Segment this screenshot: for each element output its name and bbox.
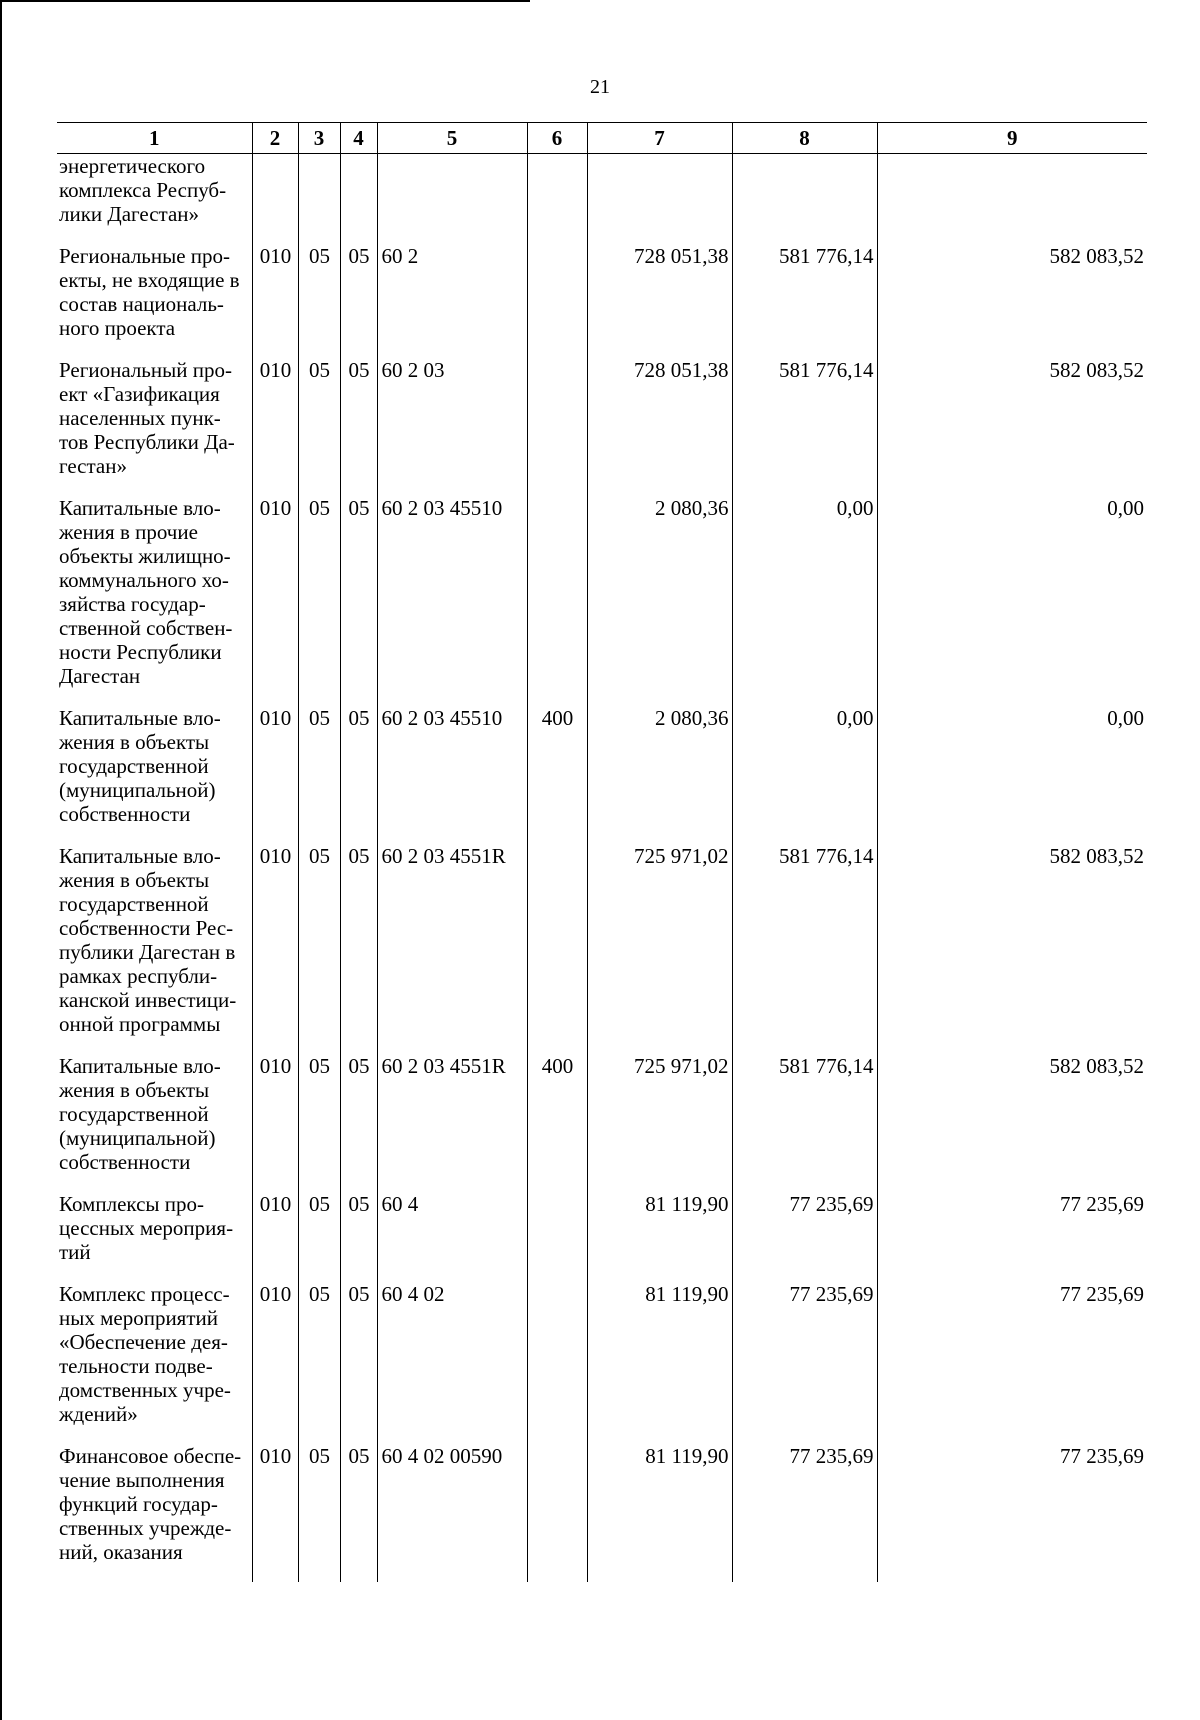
table-row: [57, 1282, 1147, 1444]
row-name: Капитальные вло- жения в объекты государственной (муниципальной) собственности: [57, 706, 252, 844]
column-header: 6: [527, 123, 587, 154]
cell-ministry-code: 010: [252, 496, 298, 706]
row-name: Региональный про- ект «Газификация населенных пунк- тов Республики Да- гестан»: [57, 358, 252, 496]
cell-subsection: [340, 154, 377, 245]
cell-target-article: 60 4 02 00590: [377, 1444, 527, 1582]
cell-expense-type: [527, 1192, 587, 1282]
cell-section: [298, 154, 340, 245]
cell-amount-year2: 77 235,69: [732, 1282, 877, 1444]
cell-amount-year2: 581 776,14: [732, 244, 877, 358]
column-header: 1: [57, 123, 252, 154]
cell-subsection: 05: [340, 706, 377, 844]
cell-target-article: [377, 154, 527, 245]
cell-ministry-code: 010: [252, 1282, 298, 1444]
cell-target-article: 60 4: [377, 1192, 527, 1282]
cell-ministry-code: [252, 154, 298, 245]
cell-amount-year3: 0,00: [877, 496, 1147, 706]
cell-amount-year2: 0,00: [732, 706, 877, 844]
cell-amount-year1: 81 119,90: [587, 1192, 732, 1282]
cell-amount-year3: 582 083,52: [877, 844, 1147, 1054]
cell-subsection: 05: [340, 1192, 377, 1282]
row-name: Комплекс процесс- ных мероприятий «Обеспечение дея- тельности подве- домственных учре- ждений»: [57, 1282, 252, 1444]
cell-amount-year3: 582 083,52: [877, 358, 1147, 496]
page-number: 21: [590, 76, 610, 98]
page-frame-left: [0, 0, 2, 1720]
cell-target-article: 60 2 03 4551R: [377, 844, 527, 1054]
cell-amount-year2: [732, 154, 877, 245]
cell-subsection: 05: [340, 1054, 377, 1192]
table-row: [57, 244, 1147, 358]
cell-expense-type: 400: [527, 706, 587, 844]
cell-ministry-code: 010: [252, 1192, 298, 1282]
table-header-row: [57, 123, 1147, 154]
cell-subsection: 05: [340, 1444, 377, 1582]
cell-amount-year2: 581 776,14: [732, 1054, 877, 1192]
column-header: 8: [732, 123, 877, 154]
cell-amount-year3: 77 235,69: [877, 1282, 1147, 1444]
cell-subsection: 05: [340, 1282, 377, 1444]
cell-amount-year2: 77 235,69: [732, 1192, 877, 1282]
table-row: [57, 706, 1147, 844]
cell-target-article: 60 4 02: [377, 1282, 527, 1444]
cell-expense-type: [527, 1282, 587, 1444]
cell-amount-year3: 77 235,69: [877, 1192, 1147, 1282]
column-header: 4: [340, 123, 377, 154]
cell-amount-year2: 0,00: [732, 496, 877, 706]
cell-amount-year2: 581 776,14: [732, 358, 877, 496]
cell-section: 05: [298, 844, 340, 1054]
cell-ministry-code: 010: [252, 1444, 298, 1582]
column-header: 5: [377, 123, 527, 154]
cell-section: 05: [298, 1192, 340, 1282]
cell-amount-year1: 728 051,38: [587, 358, 732, 496]
cell-section: 05: [298, 1444, 340, 1582]
cell-subsection: 05: [340, 496, 377, 706]
table-row: [57, 496, 1147, 706]
table-row: [57, 1054, 1147, 1192]
cell-amount-year3: 0,00: [877, 706, 1147, 844]
cell-amount-year3: 77 235,69: [877, 1444, 1147, 1582]
cell-section: 05: [298, 496, 340, 706]
cell-section: 05: [298, 1054, 340, 1192]
row-name: Капитальные вло- жения в объекты государственной собственности Рес- публики Дагестан в рамках республи- канской инвестици- онной программы: [57, 844, 252, 1054]
cell-subsection: 05: [340, 358, 377, 496]
row-name: Региональные про- екты, не входящие в состав националь- ного проекта: [57, 244, 252, 358]
cell-amount-year1: 81 119,90: [587, 1282, 732, 1444]
cell-expense-type: [527, 496, 587, 706]
table-row: [57, 1444, 1147, 1582]
cell-section: 05: [298, 1282, 340, 1444]
cell-target-article: 60 2: [377, 244, 527, 358]
cell-amount-year1: 2 080,36: [587, 706, 732, 844]
cell-ministry-code: 010: [252, 844, 298, 1054]
row-name: Финансовое обеспе- чение выполнения функций государ- ственных учрежде- ний, оказания: [57, 1444, 252, 1582]
cell-amount-year3: 582 083,52: [877, 1054, 1147, 1192]
page-frame-top: [0, 0, 530, 2]
table-row: [57, 1192, 1147, 1282]
column-header: 2: [252, 123, 298, 154]
row-name: энергетического комплекса Респуб- лики Дагестан»: [57, 154, 252, 245]
cell-amount-year3: 582 083,52: [877, 244, 1147, 358]
cell-ministry-code: 010: [252, 244, 298, 358]
cell-amount-year1: 725 971,02: [587, 1054, 732, 1192]
cell-amount-year1: 725 971,02: [587, 844, 732, 1054]
cell-expense-type: 400: [527, 1054, 587, 1192]
cell-section: 05: [298, 358, 340, 496]
cell-target-article: 60 2 03 45510: [377, 706, 527, 844]
column-header: 7: [587, 123, 732, 154]
cell-expense-type: [527, 244, 587, 358]
cell-amount-year3: [877, 154, 1147, 245]
cell-amount-year1: 81 119,90: [587, 1444, 732, 1582]
cell-target-article: 60 2 03 45510: [377, 496, 527, 706]
cell-ministry-code: 010: [252, 1054, 298, 1192]
cell-section: 05: [298, 244, 340, 358]
cell-expense-type: [527, 154, 587, 245]
cell-ministry-code: 010: [252, 706, 298, 844]
table-row: [57, 154, 1147, 245]
budget-table: [57, 122, 1147, 1582]
column-header: 9: [877, 123, 1147, 154]
column-header: 3: [298, 123, 340, 154]
cell-amount-year2: 77 235,69: [732, 1444, 877, 1582]
cell-section: 05: [298, 706, 340, 844]
row-name: Капитальные вло- жения в объекты государственной (муниципальной) собственности: [57, 1054, 252, 1192]
row-name: Комплексы про- цессных мероприя- тий: [57, 1192, 252, 1282]
table-row: [57, 844, 1147, 1054]
cell-target-article: 60 2 03: [377, 358, 527, 496]
cell-amount-year1: 2 080,36: [587, 496, 732, 706]
cell-amount-year2: 581 776,14: [732, 844, 877, 1054]
cell-expense-type: [527, 1444, 587, 1582]
table-row: [57, 358, 1147, 496]
cell-expense-type: [527, 358, 587, 496]
cell-expense-type: [527, 844, 587, 1054]
cell-subsection: 05: [340, 244, 377, 358]
cell-target-article: 60 2 03 4551R: [377, 1054, 527, 1192]
cell-subsection: 05: [340, 844, 377, 1054]
cell-ministry-code: 010: [252, 358, 298, 496]
cell-amount-year1: [587, 154, 732, 245]
cell-amount-year1: 728 051,38: [587, 244, 732, 358]
row-name: Капитальные вло- жения в прочие объекты жилищно- коммунального хо- зяйства государ- ственной собствен- ности Республики Дагестан: [57, 496, 252, 706]
